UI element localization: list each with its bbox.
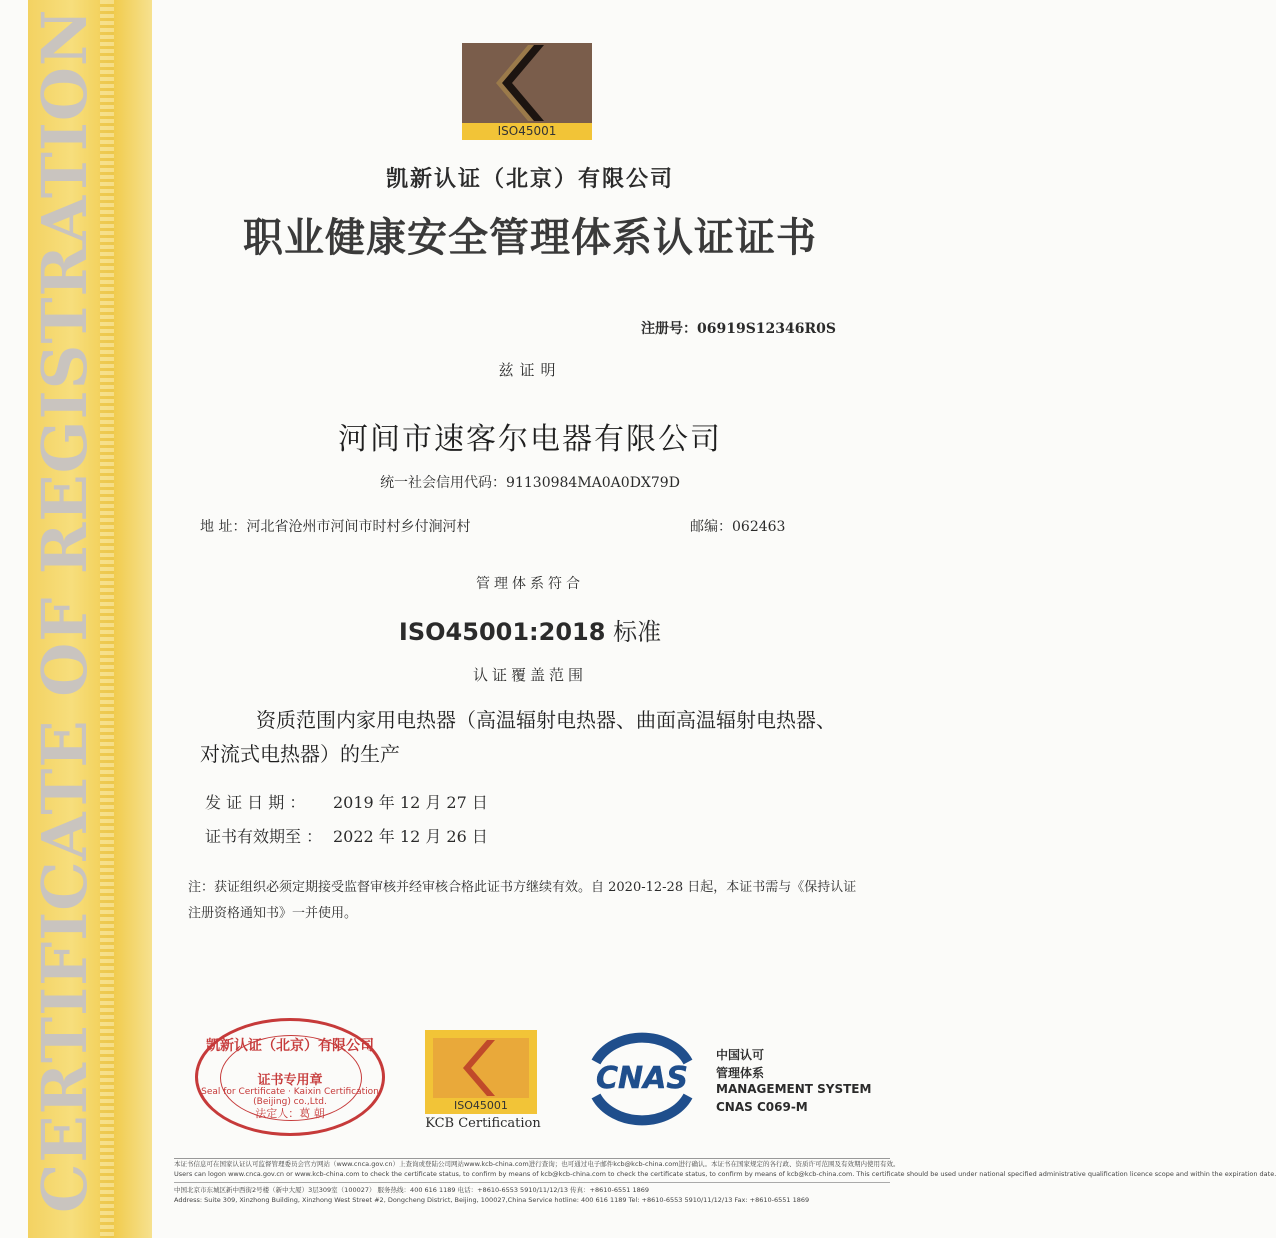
footer-line-3: 中国北京市东城区新中西街2号楼（新中大厦）3层309室（100027） 服务热线：400 616 1189 电话：+8610-6553 5910/11/12/13 传真：+8610-6551 1869 <box>174 1182 890 1195</box>
footer-line-1: 本证书信息可在国家认证认可监督管理委员会官方网站（www.cnca.gov.cn）上查询或登陆公司网站www.kcb-china.com进行查询；也可通过电子邮件kcb@kcb-china.com进行确认。本证书在国家规定的各行政、资质许可范围及有效期内使用有效。 <box>174 1160 900 1168</box>
note: 注：获证组织必须定期接受监督审核并经审核合格此证书方继续有效。自 2020-12-28 日起，本证书需与《保持认证注册资格通知书》一并使用。 <box>188 880 857 921</box>
issuer-name: 凯新认证（北京）有限公司 <box>385 166 674 192</box>
side-band-text: CERTIFICATE OF REGISTRATION <box>28 8 101 1213</box>
expiry-date-label: 证书有效期至 ： <box>205 827 323 846</box>
standard <box>200 612 860 647</box>
kcb-logo-label: ISO45001 <box>454 1099 508 1112</box>
cnas-en-line2: CNAS C069-M <box>716 1100 808 1114</box>
iso-logo-label: ISO45001 <box>497 124 557 138</box>
kcb-logo <box>425 1030 537 1114</box>
seal-english-text: Seal for Certificate · Kaixin Certification (Beijing) co.,Ltd. <box>201 1087 379 1107</box>
expiry-date-value: 2022 年 12 月 26 日 <box>333 827 488 846</box>
footer <box>174 1158 1276 1231</box>
standard-suffix: 标准 <box>605 618 662 646</box>
certify-label: 兹证明 <box>498 361 562 379</box>
registration-number: 注册号：06919S12346R0S <box>640 321 836 337</box>
chevron-mark-icon <box>433 1038 529 1098</box>
chevron-mark-icon <box>462 43 592 123</box>
footer-line-4: Address: Suite 309, Xinzhong Building, Xinzhong West Street #2, Dongcheng District, Beijing, 100027,China Service hotline: 400 616 1189 Tel: +8610-6553 5910/11/12/13 Fax: +8610-6551 1869 <box>174 1196 810 1204</box>
seal-arc-text: 凯新认证（北京）有限公司 <box>206 1038 374 1054</box>
issue-date-value: 2019 年 12 月 27 日 <box>333 793 488 812</box>
seal-middle-text: 证书专用章 <box>257 1073 323 1088</box>
conform-label: 管理体系符合 <box>476 576 584 592</box>
cnas-en-line1: MANAGEMENT SYSTEM <box>716 1082 872 1096</box>
iso-logo-mark <box>462 43 592 123</box>
issue-date-label: 发 证 日 期 ： <box>205 793 306 812</box>
address: 地 址：河北省沧州市河间市时村乡付涧河村 <box>200 519 471 535</box>
cnas-mark-text: CNAS <box>596 1061 688 1096</box>
company-seal <box>195 1018 385 1136</box>
company-name: 河间市速客尔电器有限公司 <box>338 422 722 457</box>
iso-logo <box>462 43 592 140</box>
cnas-logo <box>582 1032 702 1124</box>
standard-code: ISO45001:2018 <box>398 618 606 646</box>
kcb-caption: KCB Certification <box>425 1116 541 1131</box>
footer-line-2: Users can logon www.cnca.gov.cn or www.kcb-china.com to check the certificate status, to confirm by means of kcb@kcb-china.com to check the certificate status, to confirm by means of kcb@kcb-china.com. This certificate should be used under national specified administrative qualification licence scope and within the expiration date. <box>174 1170 1276 1178</box>
certificate-title: 职业健康安全管理体系认证证书 <box>243 214 817 261</box>
cnas-cn-line2: 管理体系 <box>716 1066 765 1080</box>
kcb-logo-mark <box>433 1038 529 1098</box>
scope-label: 认证覆盖范围 <box>472 666 587 684</box>
credit-code: 统一社会信用代码：91130984MA0A0DX79D <box>380 475 680 491</box>
seal-signature: 法定人：葛 朝 <box>255 1107 325 1120</box>
cnas-globe-icon <box>582 1032 702 1124</box>
cnas-cn-line1: 中国认可 <box>716 1048 765 1062</box>
scope-text: 资质范围内家用电热器（高温辐射电热器、曲面高温辐射电热器、对流式电热器）的生产 <box>200 708 836 766</box>
issue-date <box>205 790 705 813</box>
postcode: 邮编：062463 <box>690 519 786 535</box>
expiry-date <box>205 824 705 847</box>
